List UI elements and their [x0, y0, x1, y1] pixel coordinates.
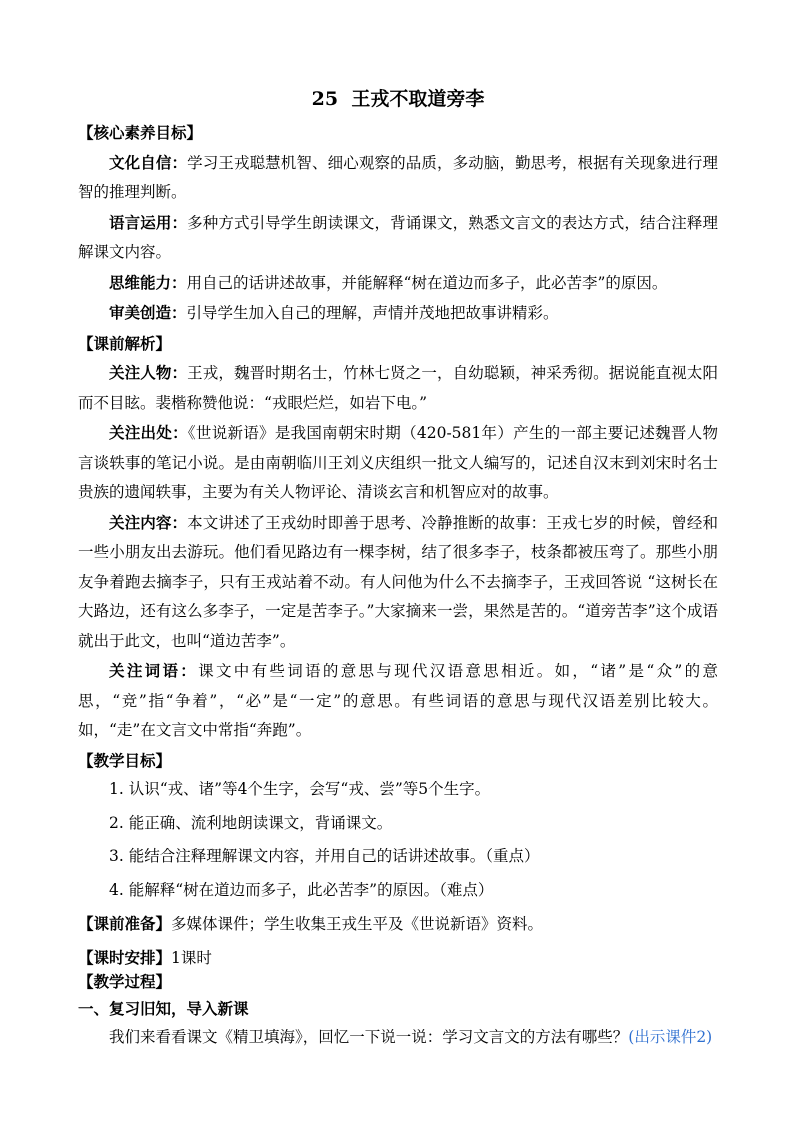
pre-item-content: 关注内容：本文讲述了王戎幼时即善于思考、冷静推断的故事：王戎七岁的时候，曾经和一些小朋友出去游玩。他们看见路边有一棵李树，结了很多李子，枝条都被压弯了。那些小朋友争着跑去摘李子，只有王戎站着不动。有人问他为什么不去摘李子，王戎回答说 “这树长在大路边，还有这么多李子，一定是苦李子。”大家摘来一尝，果然是苦的。“道旁苦李”这个成语就出于此文，也叫“道边苦李”。 — [78, 512, 718, 650]
pre-item-person: 关注人物：王戎，魏晋时期名士，竹林七贤之一，自幼聪颖，神采秀彻。据说能直视太阳而不目眩。裴楷称赞他说：“戎眼烂烂，如岩下电。” — [78, 363, 718, 412]
time-line: 【课时安排】1课时 — [78, 947, 212, 967]
pre-item-words: 关注词语：课文中有些词语的意思与现代汉语意思相近。如，“诸”是“众”的意思，“竞”指“争着”，“必”是“一定”的意思。有些词语的意思与现代汉语差别比较大。如，“走”在文言文中常指“奔跑”。 — [78, 661, 718, 739]
core-item-aesthetics: 审美创造：引导学生加入自己的理解，声情并茂地把故事讲精彩。 — [109, 303, 559, 322]
goal-item: 4. 能解释“树在道边而多子，此必苦李”的原因。（难点） — [109, 880, 494, 899]
page-title: 25 王戎不取道旁李 — [311, 88, 485, 110]
core-item-language: 语言运用：多种方式引导学生朗读课文，背诵课文，熟悉文言文的表达方式，结合注释理解课文内容。 — [78, 212, 718, 261]
pre-item-source: 关注出处：《世说新语》是我国南朝宋时期（420-581年）产生的一部主要记述魏晋人物言谈轶事的笔记小说。是由南朝临川王刘义庆组织一批文人编写的，记述自汉末到刘宋时名士贵族的遗闻轶事，主要为有关人物评论、清谈玄言和机智应对的故事。 — [78, 423, 718, 501]
courseware-reference: (出示课件2) — [628, 1028, 713, 1046]
core-item-culture: 文化自信：学习王戎聪慧机智、细心观察的品质，多动脑，勤思考，根据有关现象进行理智的推理判断。 — [78, 152, 718, 201]
goal-item: 2. 能正确、流利地朗读课文，背诵课文。 — [109, 813, 393, 832]
section-heading-goals: 【教学目标】 — [78, 750, 172, 770]
section-heading-core: 【核心素养目标】 — [78, 123, 203, 142]
core-item-thinking: 思维能力：用自己的话讲述故事，并能解释“树在道边而多子，此必苦李”的原因。 — [109, 272, 668, 292]
step1-paragraph: 我们来看看课文《精卫填海》，回忆一下说一说：学习文言文的方法有哪些？(出示课件2) — [109, 1028, 713, 1046]
step-heading: 一、复习旧知，导入新课 — [78, 998, 249, 1018]
section-heading-process: 【教学过程】 — [78, 971, 172, 991]
goal-item: 1. 认识“戎、诸”等4个生字，会写“戎、尝”等5个生字。 — [109, 780, 491, 798]
lesson-plan-page — [78, 84, 718, 1053]
goal-item: 3. 能结合注释理解课文内容，并用自己的话讲述故事。（重点） — [109, 847, 540, 865]
section-heading-pre: 【课前解析】 — [78, 333, 172, 353]
prep-line: 【课前准备】多媒体课件；学生收集王戎生平及《世说新语》资料。 — [78, 914, 544, 933]
